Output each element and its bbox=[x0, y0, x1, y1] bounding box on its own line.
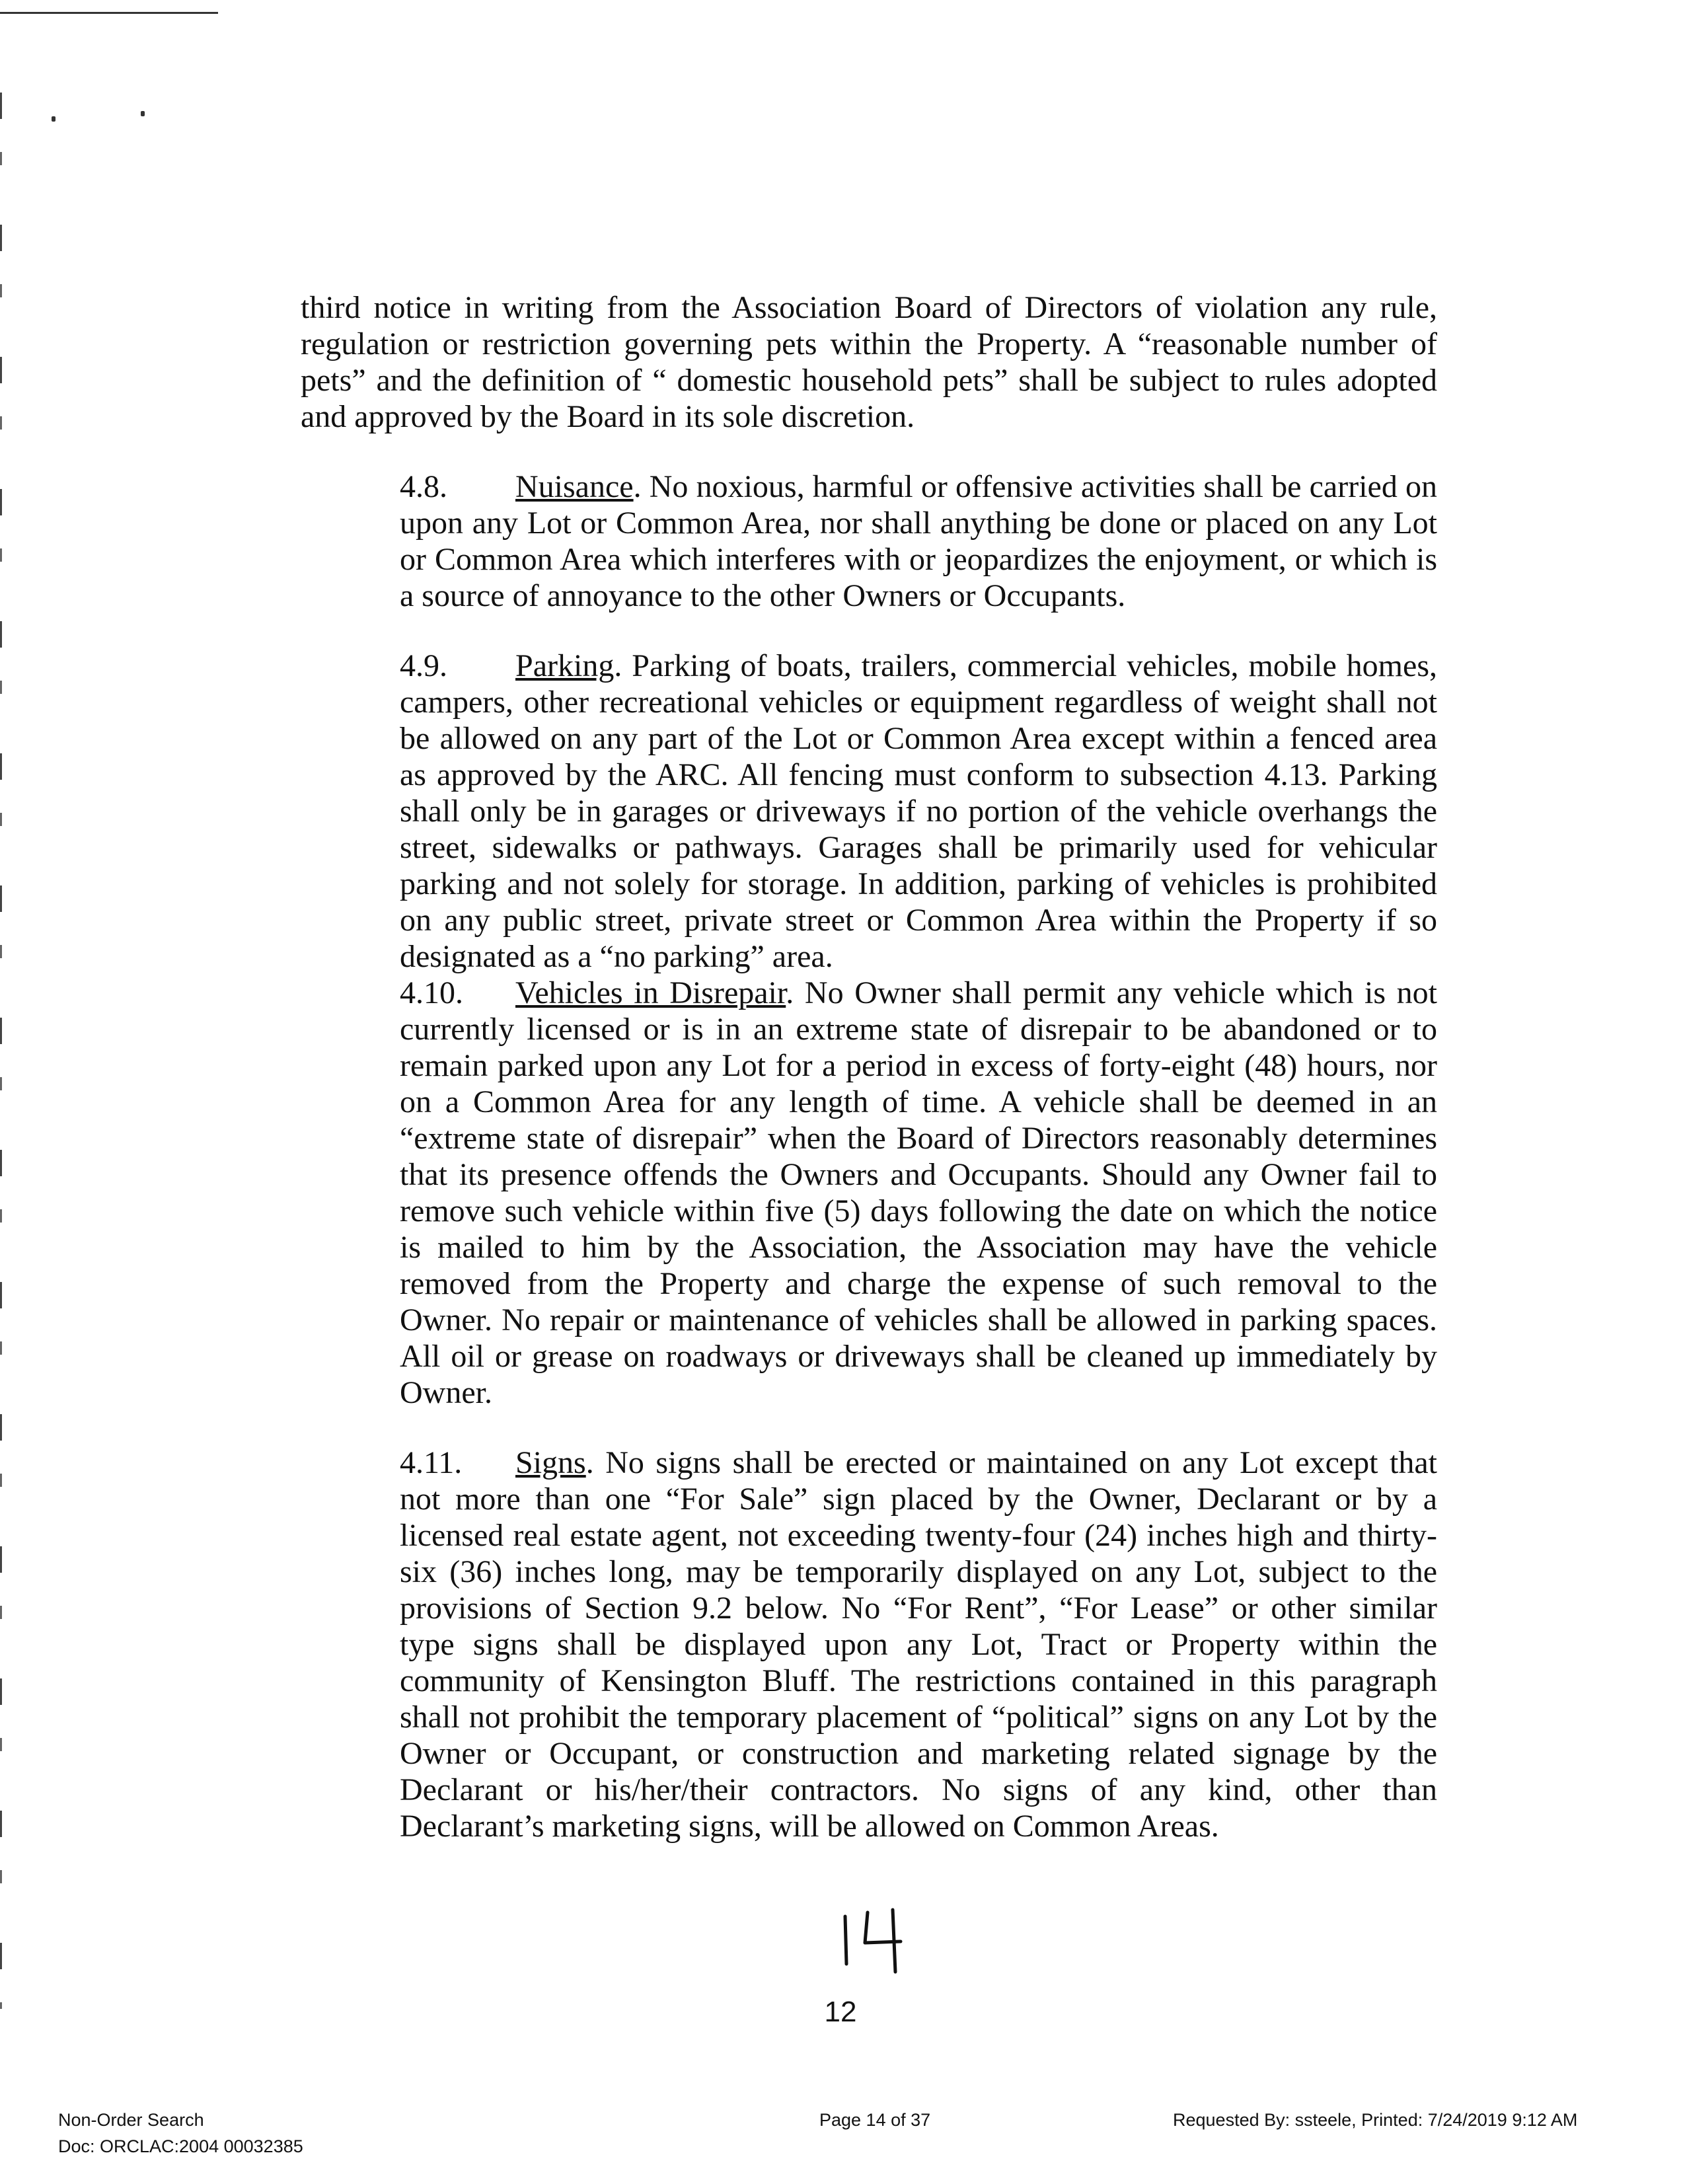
footer-center: Page 14 of 37 bbox=[819, 2110, 931, 2130]
section-number: 4.11. bbox=[400, 1445, 463, 1480]
section-number: 4.8. bbox=[400, 469, 447, 504]
page-number: 12 bbox=[824, 1996, 857, 2028]
footer-left-line2: Doc: ORCLAC:2004 00032385 bbox=[58, 2136, 303, 2156]
section-number: 4.10. bbox=[400, 975, 463, 1010]
section-4-10-vehicles bbox=[301, 975, 1437, 1411]
section-heading: Nuisance bbox=[515, 469, 634, 504]
footer-right: Requested By: ssteele, Printed: 7/24/2019 9:12 AM bbox=[1173, 2110, 1578, 2130]
document-body bbox=[301, 289, 1437, 1844]
scan-speck bbox=[141, 111, 145, 116]
section-heading: Vehicles in Disrepair bbox=[515, 975, 786, 1010]
scan-speck bbox=[52, 116, 56, 122]
section-heading: Parking bbox=[515, 648, 615, 683]
section-4-9-parking bbox=[301, 648, 1437, 975]
section-text: . Parking of boats, trailers, commercial vehicles, mobile homes, campers, other recreational vehicles or equipment regardless of weight shall not be allowed on any part of the Lot or Common Area except within a fenced area as approved by the ARC. All fencing must conform to subsection 4.13. Parking shall only be in garages or driveways if no portion of the vehicle overhangs the street, sidewalks or pathways. Garages shall be primarily used for vehicular parking and not solely for storage. In addition, parking of vehicles is prohibited on any public street, private street or Common Area within the Property if so designated as a “no parking” area. bbox=[400, 648, 1437, 974]
paragraph-pets-continued: third notice in writing from the Association Board of Directors of violation any rule, regulation or restriction governing pets within the Property. A “reasonable number of pets” and the definition of “ domestic household pets” shall be subject to rules adopted and approved by the Board in its sole discretion. bbox=[301, 290, 1437, 434]
section-4-11-signs bbox=[301, 1445, 1437, 1844]
handwritten-page-number bbox=[836, 1903, 915, 1976]
section-heading: Signs bbox=[515, 1445, 586, 1480]
section-text: . No signs shall be erected or maintained on any Lot except that not more than one “For Sale” sign placed by the Owner, Declarant or by a licensed real estate agent, not exceeding twenty-four (24) inches high and thirty-six (36) inches long, may be temporarily displayed on any Lot, subject to the provisions of Section 9.2 below. No “For Rent”, “For Lease” or other similar type signs shall be displayed upon any Lot, Tract or Property within the community of Kensington Bluff. The restrictions contained in this paragraph shall not prohibit the temporary placement of “political” signs on any Lot by the Owner or Occupant, or construction and marketing related signage by the Declarant or his/her/their contractors. No signs of any kind, other than Declarant’s marketing signs, will be allowed on Common Areas. bbox=[400, 1445, 1437, 1844]
scan-artifact-line bbox=[0, 12, 218, 14]
scan-edge-artifact bbox=[0, 93, 2, 2009]
section-4-8-nuisance bbox=[301, 469, 1437, 614]
section-number: 4.9. bbox=[400, 648, 447, 683]
section-text: . No Owner shall permit any vehicle which is not currently licensed or is in an extreme state of disrepair to be abandoned or to remain parked upon any Lot for a period in excess of forty-eight (48) hours, nor on a Common Area for any length of time. A vehicle shall be deemed in an “extreme state of disrepair” when the Board of Directors reasonably determines that its presence offends the Owners and Occupants. Should any Owner fail to remove such vehicle within five (5) days following the date on which the notice is mailed to him by the Association, the Association may have the vehicle removed from the Property and charge the expense of such removal to the Owner. No repair or maintenance of vehicles shall be allowed in parking spaces. All oil or grease on roadways or driveways shall be cleaned up immediately by Owner. bbox=[400, 975, 1438, 1410]
section-text: . No noxious, harmful or offensive activities shall be carried on upon any Lot or Common Area, nor shall anything be done or placed on any Lot or Common Area which interferes with or jeopardizes the enjoyment, or which is a source of annoyance to the other Owners or Occupants. bbox=[400, 469, 1437, 613]
footer-left-line1: Non-Order Search bbox=[58, 2110, 204, 2130]
